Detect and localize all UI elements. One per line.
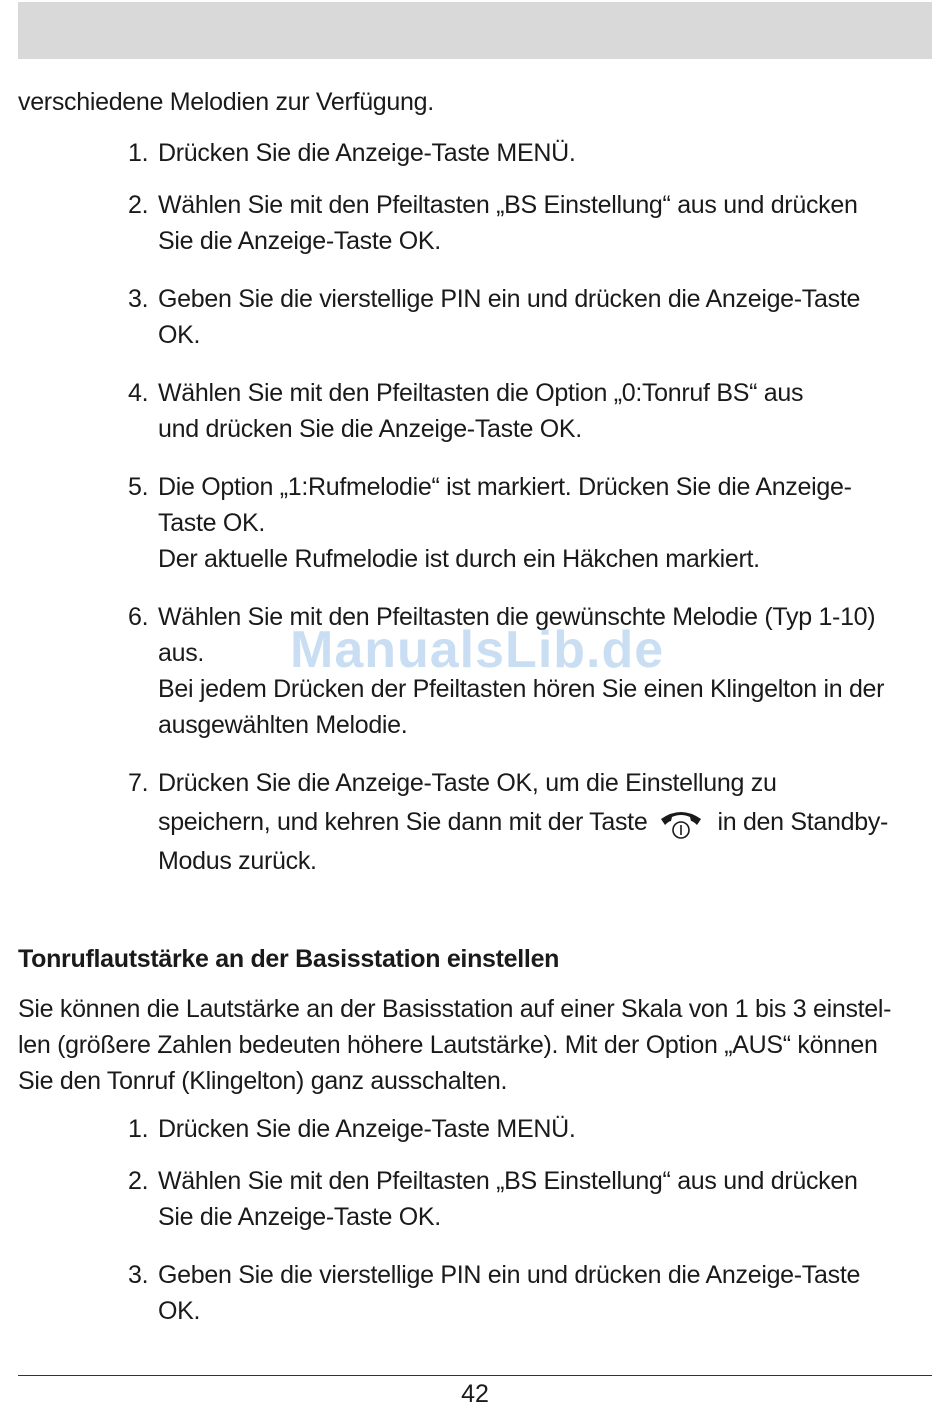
step-text: Wählen Sie mit den Pfeiltasten „BS Einstellung“ aus und drücken [158, 191, 858, 219]
step-text: Sie die Anzeige-Taste OK. [158, 227, 441, 255]
list-item [128, 469, 934, 577]
step-text: Der aktuelle Rufmelodie ist durch ein Häkchen markiert. [158, 545, 760, 573]
step-text-with-icon [158, 801, 934, 843]
step-number: 3. [128, 1261, 149, 1289]
footer-divider [18, 1375, 932, 1376]
list-item [128, 187, 934, 259]
step-text: ausgewählten Melodie. [158, 711, 408, 739]
list-item [128, 375, 934, 447]
paragraph-line: Sie können die Lautstärke an der Basisstation auf einer Skala von 1 bis 3 einstel- [18, 995, 892, 1023]
steps-list-volume [18, 1111, 934, 1329]
step-number: 2. [128, 1167, 149, 1195]
header-bar [18, 2, 932, 59]
list-item [128, 1111, 934, 1147]
step-text: Drücken Sie die Anzeige-Taste OK, um die Einstellung zu [158, 769, 777, 797]
list-item [128, 281, 934, 353]
page-content [18, 84, 934, 1351]
watermark: ManualsLib.de [290, 621, 665, 679]
step-text: Geben Sie die vierstellige PIN ein und drücken die Anzeige-Taste [158, 285, 861, 313]
phone-end-icon [655, 806, 707, 840]
step-text: speichern, und kehren Sie dann mit der Taste [158, 808, 648, 836]
step-text: Sie die Anzeige-Taste OK. [158, 1203, 441, 1231]
step-text: Geben Sie die vierstellige PIN ein und drücken die Anzeige-Taste [158, 1261, 861, 1289]
step-text: OK. [158, 1297, 201, 1325]
step-text: Taste OK. [158, 509, 266, 537]
step-text: in den Standby- [717, 808, 889, 836]
step-number: 6. [128, 603, 149, 631]
step-text: Wählen Sie mit den Pfeiltasten „BS Einstellung“ aus und drücken [158, 1167, 858, 1195]
step-number: 2. [128, 191, 149, 219]
section-title: Tonruflautstärke an der Basisstation einstellen [18, 945, 560, 973]
step-text: Modus zurück. [158, 847, 317, 875]
step-text: Wählen Sie mit den Pfeiltasten die Option „0:Tonruf BS“ aus [158, 379, 804, 407]
step-text: aus. [158, 639, 205, 667]
list-item [128, 1257, 934, 1329]
step-text: OK. [158, 321, 201, 349]
step-text: Die Option „1:Rufmelodie“ ist markiert. Drücken Sie die Anzeige- [158, 473, 852, 501]
paragraph-line: len (größere Zahlen bedeuten höhere Lautstärke). Mit der Option „AUS“ können [18, 1031, 878, 1059]
step-number: 5. [128, 473, 149, 501]
list-item [128, 1163, 934, 1235]
page-number: 42 [461, 1380, 489, 1408]
step-text: Drücken Sie die Anzeige-Taste MENÜ. [158, 139, 576, 167]
step-text: Bei jedem Drücken der Pfeiltasten hören Sie einen Klingelton in der [158, 675, 885, 703]
list-item [128, 765, 934, 879]
step-number: 7. [128, 769, 149, 797]
step-number: 3. [128, 285, 149, 313]
section-paragraph [18, 991, 934, 1099]
steps-list-melody [18, 135, 934, 879]
step-number: 1. [128, 1115, 149, 1143]
list-item [128, 135, 934, 171]
step-number: 4. [128, 379, 149, 407]
step-number: 1. [128, 139, 149, 167]
step-text: Drücken Sie die Anzeige-Taste MENÜ. [158, 1115, 576, 1143]
step-text: und drücken Sie die Anzeige-Taste OK. [158, 415, 582, 443]
paragraph-line: Sie den Tonruf (Klingelton) ganz ausschalten. [18, 1067, 508, 1095]
step-text: Wählen Sie mit den Pfeiltasten die gewünschte Melodie (Typ 1-10) [158, 603, 876, 631]
intro-line: verschiedene Melodien zur Verfügung. [18, 88, 434, 116]
